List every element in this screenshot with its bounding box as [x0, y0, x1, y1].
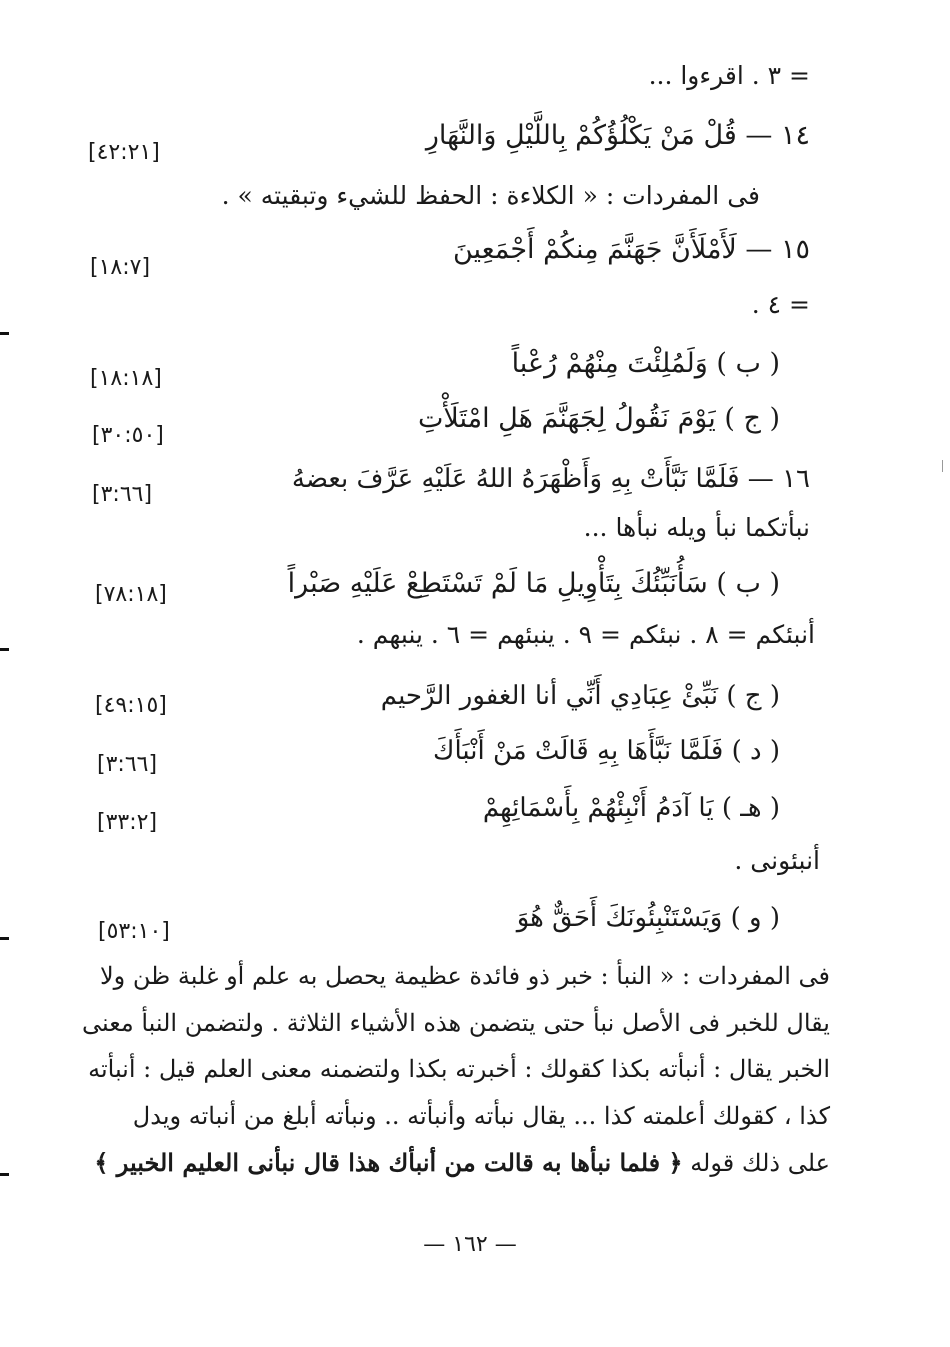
verse-reference: [٥٣:١٠]: [98, 919, 170, 944]
verse-reference: [٣٠:٥٠]: [92, 423, 164, 448]
verse-reference: [٤٩:١٥]: [95, 693, 167, 718]
verse-line: ١٦ — فَلَمَّا نَبَّأَتْ بِهِ وَأَظْهَرَهُ اللهُ عَلَيْهِ عَرَّفَ بعضهُ: [291, 464, 810, 494]
verse-reference: [٤٢:٢١]: [88, 140, 160, 165]
text-line: نبأتكما نبأ ويله نبأها ...: [583, 513, 810, 542]
text-line: فى المفردات : « الكلاءة : الحفظ للشيء وتبقيته » .: [221, 181, 760, 210]
page-number: — ١٦٢ —: [423, 1232, 517, 1257]
verse-line: ( هـ ) يَا آدَمُ أَنْبِئْهُمْ بِأَسْمَائِهِمْ: [482, 793, 780, 823]
binding-mark: [0, 937, 9, 940]
verse-line: ( و ) وَيَسْتَنْبِئُونَكَ أَحَقٌّ هُوَ: [516, 903, 780, 933]
verse-line: ( د ) فَلَمَّا نَبَّأَهَا بِهِ قَالَتْ مَنْ أَنْبَأَكَ: [433, 736, 780, 766]
verse-reference: [١٨:١٨]: [90, 366, 162, 391]
verse-line: ١٤ — قُلْ مَنْ يَكْلُؤُكُمْ بِاللَّيْلِ وَالنَّهَارِ: [425, 120, 810, 151]
binding-mark: [0, 648, 9, 651]
quoted-verse: ﴿ فلما نبأها به قالت من أنبأك هذا قال نبأنى العليم الخبير ﴾: [94, 1148, 683, 1177]
paragraph-line: يقال للخبر فى الأصل نبأ حتى يتضمن هذه الأشياء الثلاثة . ولتضمن النبأ معنى: [82, 1009, 830, 1037]
verse-line: ( ج ) نَبِّئْ عِبَادِي أَنِّي أنا الغفور الرَّحيم: [380, 681, 780, 711]
edge-tick: [942, 460, 943, 472]
verse-reference: [٣:٦٦]: [97, 752, 158, 777]
paragraph-text: على ذلك قوله: [690, 1149, 830, 1177]
text-line: = ٣ . اقرءوا ...: [648, 61, 810, 90]
paragraph-line: كذا ، كقولك أعلمته كذا ... يقال نبأته وأنبأته .. ونبأته أبلغ من أنباته ويدل: [132, 1102, 830, 1130]
verse-reference: [٧٨:١٨]: [95, 582, 167, 607]
verse-reference: [١٨:٧]: [90, 255, 151, 280]
binding-mark: [0, 332, 9, 335]
verse-line: ( ب ) وَلَمُلِئْتَ مِنْهُمْ رُعْباً: [511, 348, 780, 379]
verse-line: ١٥ — لَأَمْلَأَنَّ جَهَنَّمَ مِنكُمْ أَجْمَعِينَ: [453, 234, 810, 265]
binding-mark: [0, 1173, 9, 1176]
verse-line: ( ج ) يَوْمَ نَقُولُ لِجَهَنَّمَ هَلِ امْتَلَأْتِ: [417, 403, 780, 434]
text-line: أنبئكم = ٨ . نبئكم = ٩ . ينبئهم = ٦ . ينبهم .: [356, 620, 815, 649]
verse-line: ( ب ) سَأُنَبِّئُكَ بِتَأْوِيلِ مَا لَمْ تَسْتَطِعْ عَلَيْهِ صَبْراً: [287, 568, 780, 599]
verse-reference: [٣٣:٢]: [97, 810, 158, 835]
text-line: أنبئونى .: [734, 846, 820, 875]
paragraph-line: الخبر يقال : أنبأته بكذا كقولك : أخبرته بكذا ولتضمنه معنى العلم قيل : أنبأته: [88, 1055, 830, 1083]
paragraph-line: فى المفردات : « النبأ : خبر ذو فائدة عظيمة يحصل به علم أو غلبة ظن ولا: [99, 962, 830, 990]
paragraph-line: [94, 1148, 830, 1177]
verse-reference: [٣:٦٦]: [92, 482, 153, 507]
text-line: = ٤ .: [751, 290, 810, 319]
